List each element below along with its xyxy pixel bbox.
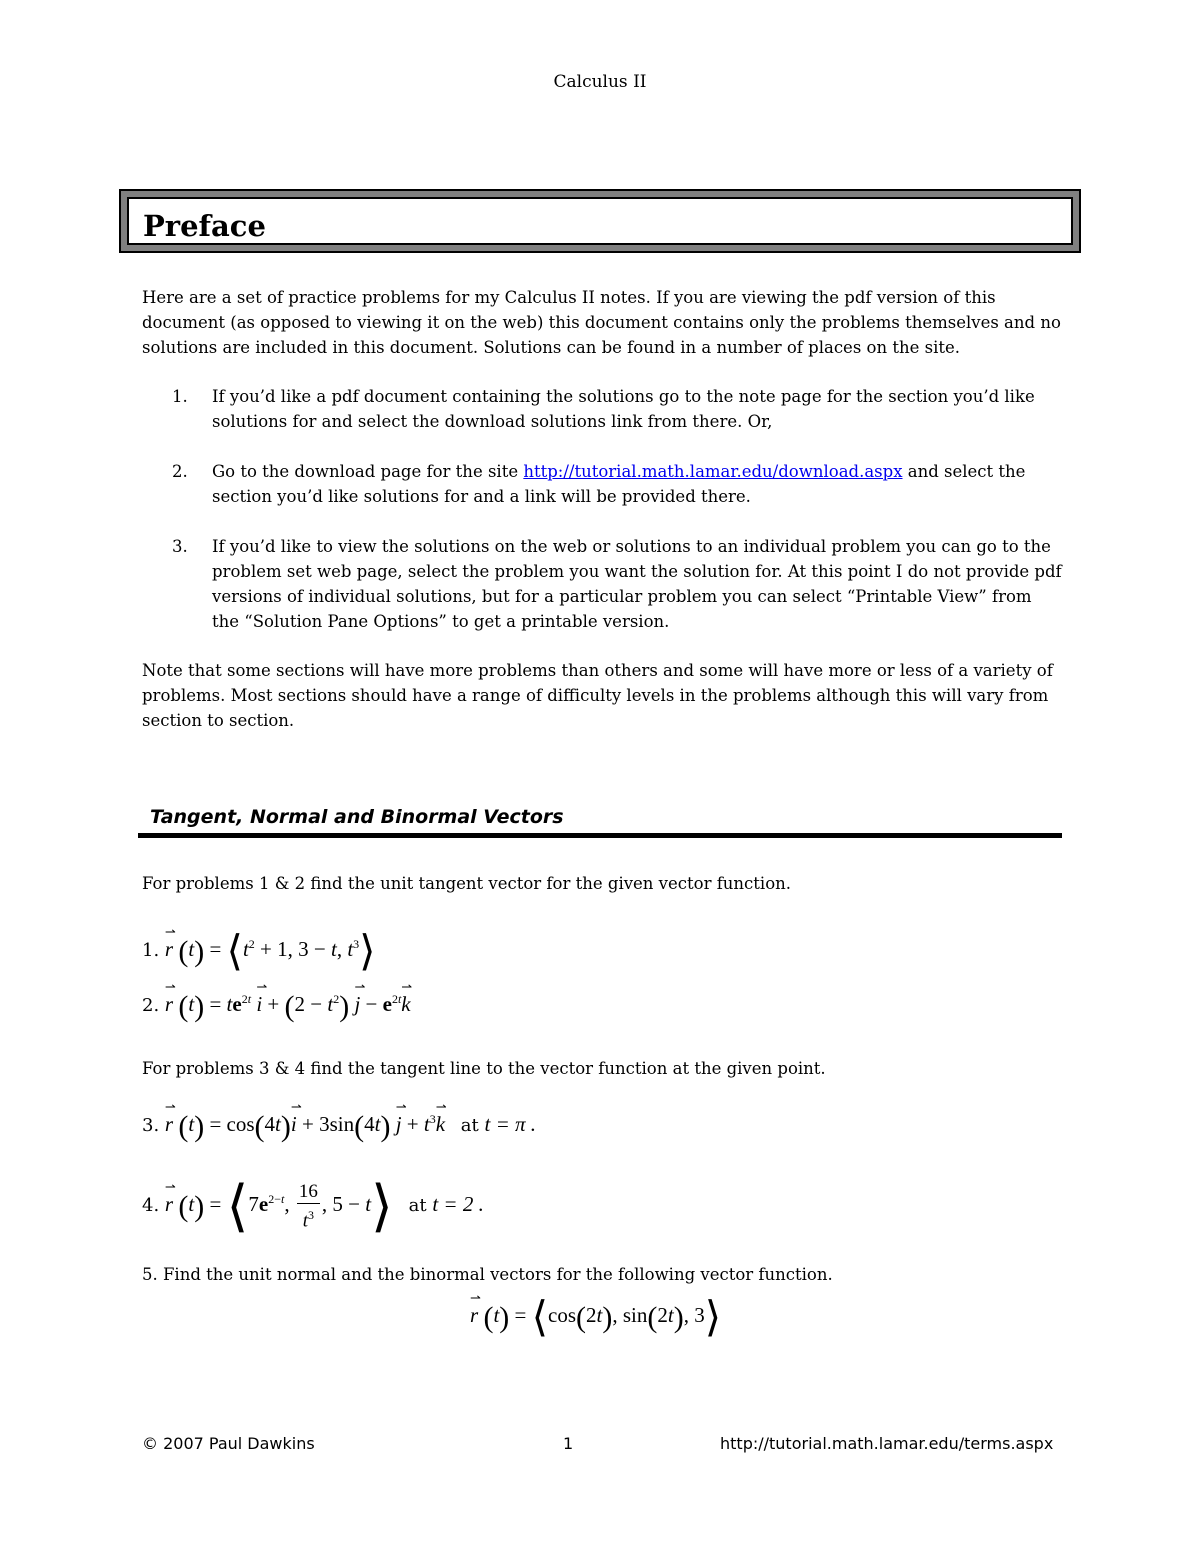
preface-title-inner [127,197,1073,245]
problem-number: 4. [142,1195,160,1216]
problem-number: 2. [142,995,160,1016]
list-number: 1. [172,387,188,406]
problem-3-point: t = π . [484,1112,537,1136]
problem-2-equation: r ⇀ $(t) = te^{2t}$ i ⇀ + $(2 - t^2)$ j ⇀ − $e^{2t}k$ ⇀ [164,979,413,1023]
preface-intro: Here are a set of practice problems for my Calculus II notes. If you are viewing the pdf version of this document (as opposed to viewing it on the web) this document contains only the problems themselves and no solutions are included in this document. Solutions can be found in a number of places on the site. [142,288,1061,357]
preface-title: Preface [143,209,266,243]
problem-1 [142,926,376,976]
problem-3 [142,1099,537,1144]
problem-5-text: 5. Find the unit normal and the binormal vectors for the following vector function. [142,1265,833,1284]
list-text-before: Go to the download page for the site [212,462,524,481]
problem-3-equation: r ⇀ (t) = cos(4t)i ⇀ + 3sin(4t) j ⇀ + $t^3k$ ⇀ [164,1099,447,1143]
problem-4-equation: r ⇀ $(t) = ⟨7e^{2-t}$, $\frac{16}{t^3}$ , 5 − t⟩ [164,1176,393,1238]
list-text-after: and select the section you’d like solutions for and a link will be provided there. [212,462,1026,506]
problem-1-equation: r ⇀ $(t) = ⟨t^2 + 1$, 3 − t, $t^3⟩$ [164,924,376,975]
problem-2 [142,979,413,1024]
list-text: If you’d like to view the solutions on the web or solutions to an individual problem you can go to the problem set web page, select the problem you want the solution for. At this point I do not provide pdf versions of individual solutions, but for a particular problem you can select “Printable View” from the “Solution Pane Options” to get a printable version. [212,537,1062,631]
instructions-2: For problems 3 & 4 find the tangent line to the vector function at the given point. [142,1059,826,1078]
footer-copyright: © 2007 Paul Dawkins [142,1434,315,1453]
instructions-1: For problems 1 & 2 find the unit tangent vector for the given vector function. [142,874,792,893]
preface-note: Note that some sections will have more problems than others and some will have more or less of a variety of problems. Most sections should have a range of difficulty levels in the problems although this will vary from section to section. [142,661,1053,730]
at-label: at [460,1115,479,1136]
problem-number: 1. [142,940,160,961]
problem-number: 3. [142,1115,160,1136]
list-text: If you’d like a pdf document containing the solutions go to the note page for the section you’d like solutions for and select the download solutions link from there. Or, [212,387,1035,431]
section-heading: Tangent, Normal and Binormal Vectors [150,806,564,828]
preface-title-box [119,189,1081,253]
page-header-title: Calculus II [553,72,647,92]
problem-4 [142,1174,484,1239]
download-page-link[interactable]: http://tutorial.math.lamar.edu/download.aspx [523,462,903,481]
list-number: 3. [172,537,188,556]
problem-4-point: t = 2 . [432,1192,484,1216]
list-text [212,459,1062,509]
problem-5-equation: r ⇀ (t) = ⟨cos(2t), sin(2t), 3⟩ [470,1290,722,1341]
footer-terms-url: http://tutorial.math.lamar.edu/terms.aspx [720,1434,1054,1453]
footer-page-number: 1 [563,1434,574,1453]
list-number: 2. [172,462,188,481]
at-label: at [408,1195,427,1216]
section-rule [138,833,1062,838]
